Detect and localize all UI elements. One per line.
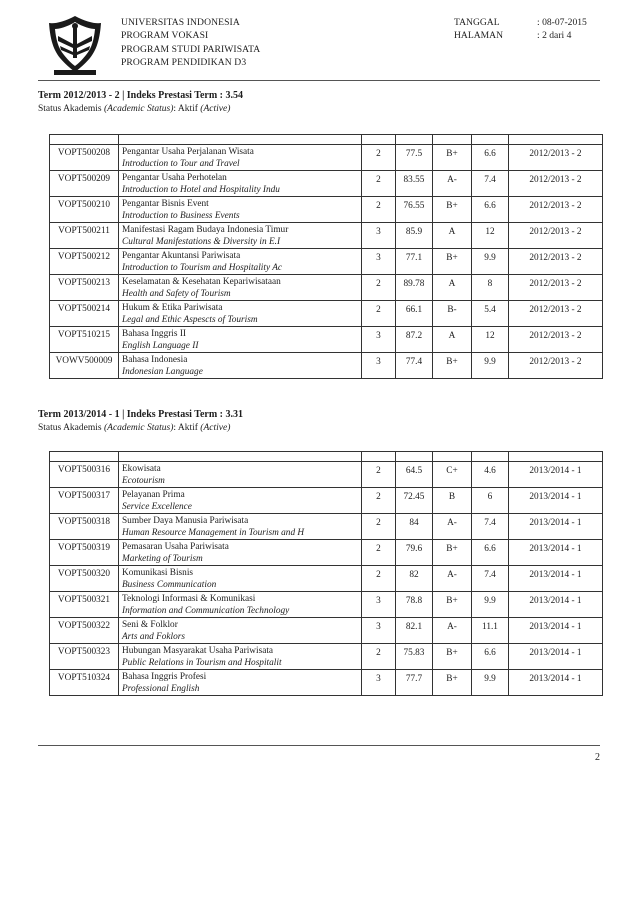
table-row — [50, 327, 603, 353]
spacer-cell — [472, 135, 509, 145]
table-row — [50, 301, 603, 327]
course-code: VOPT510324 — [50, 670, 119, 696]
course-code: VOPT500209 — [50, 171, 119, 197]
course-name: Sumber Daya Manusia Pariwisata — [122, 516, 249, 526]
score: 77.4 — [396, 353, 433, 379]
course-name-en: Indonesian Language — [122, 367, 203, 377]
course-name-en: Business Communication — [122, 580, 217, 590]
grade-points: 6.6 — [472, 644, 509, 670]
letter-grade: B+ — [433, 197, 472, 223]
table-row — [50, 462, 603, 488]
grade-points: 12 — [472, 223, 509, 249]
course-name: Bahasa Inggris Profesi — [122, 672, 207, 682]
term-period: 2012/2013 - 2 — [509, 275, 603, 301]
term-period: 2012/2013 - 2 — [509, 353, 603, 379]
course-code: VOPT500321 — [50, 592, 119, 618]
course-name-en: Cultural Manifestations & Diversity in E.I — [122, 237, 281, 247]
course-name-en: Human Resource Management in Tourism and H — [122, 528, 305, 538]
course-name-cell — [119, 275, 362, 301]
course-name: Pemasaran Usaha Pariwisata — [122, 542, 229, 552]
score: 89.78 — [396, 275, 433, 301]
status-value-en: (Active) — [200, 423, 231, 433]
score: 82 — [396, 566, 433, 592]
course-name: Pengantar Bisnis Event — [122, 199, 209, 209]
page-label: HALAMAN — [454, 30, 504, 42]
credits: 3 — [362, 249, 396, 275]
letter-grade: B+ — [433, 670, 472, 696]
credits: 2 — [362, 275, 396, 301]
letter-grade: B+ — [433, 644, 472, 670]
table-row — [50, 353, 603, 379]
course-code: VOPT500210 — [50, 197, 119, 223]
table-header-spacer — [50, 452, 603, 462]
institution-line: UNIVERSITAS INDONESIA — [121, 17, 240, 28]
grades-table — [49, 451, 603, 696]
course-name-cell — [119, 592, 362, 618]
score: 66.1 — [396, 301, 433, 327]
term-period: 2013/2014 - 1 — [509, 644, 603, 670]
spacer-cell — [509, 452, 603, 462]
course-code: VOPT500320 — [50, 566, 119, 592]
credits: 2 — [362, 171, 396, 197]
letter-grade: C+ — [433, 462, 472, 488]
course-code: VOPT500211 — [50, 223, 119, 249]
score: 84 — [396, 514, 433, 540]
course-name-cell — [119, 488, 362, 514]
course-name: Pengantar Usaha Perhotelan — [122, 173, 227, 183]
course-name: Bahasa Inggris II — [122, 329, 187, 339]
credits: 2 — [362, 488, 396, 514]
term-period: 2012/2013 - 2 — [509, 301, 603, 327]
table-row — [50, 488, 603, 514]
spacer-cell — [50, 135, 119, 145]
table-row — [50, 670, 603, 696]
header-divider — [38, 80, 600, 81]
letter-grade: A- — [433, 618, 472, 644]
course-name: Pelayanan Prima — [122, 490, 185, 500]
spacer-cell — [50, 452, 119, 462]
course-name-cell — [119, 301, 362, 327]
table-row — [50, 566, 603, 592]
letter-grade: A- — [433, 566, 472, 592]
letter-grade: B+ — [433, 592, 472, 618]
academic-status — [38, 104, 230, 114]
grade-points: 6.6 — [472, 197, 509, 223]
table-header-spacer — [50, 135, 603, 145]
score: 87.2 — [396, 327, 433, 353]
course-code: VOPT500318 — [50, 514, 119, 540]
credits: 2 — [362, 462, 396, 488]
term-period: 2012/2013 - 2 — [509, 171, 603, 197]
grade-points: 9.9 — [472, 670, 509, 696]
term-period: 2012/2013 - 2 — [509, 249, 603, 275]
table-row — [50, 171, 603, 197]
grade-points: 8 — [472, 275, 509, 301]
spacer-cell — [119, 135, 362, 145]
term-heading: Term 2012/2013 - 2 | Indeks Prestasi Term : 3.54 — [38, 90, 243, 101]
course-code: VOPT500214 — [50, 301, 119, 327]
spacer-cell — [396, 452, 433, 462]
course-name-cell — [119, 327, 362, 353]
course-name-en: Introduction to Hotel and Hospitality Indu — [122, 185, 280, 195]
date-label: TANGGAL — [454, 17, 500, 28]
institution-line: PROGRAM PENDIDIKAN D3 — [121, 57, 247, 69]
credits: 3 — [362, 670, 396, 696]
academic-status — [38, 423, 230, 433]
course-name: Hubungan Masyarakat Usaha Pariwisata — [122, 646, 274, 656]
course-code: VOPT500322 — [50, 618, 119, 644]
credits: 3 — [362, 327, 396, 353]
course-name-cell — [119, 249, 362, 275]
grade-points: 11.1 — [472, 618, 509, 644]
score: 85.9 — [396, 223, 433, 249]
term-heading: Term 2013/2014 - 1 | Indeks Prestasi Term : 3.31 — [38, 409, 243, 420]
course-name-en: Introduction to Business Events — [122, 211, 240, 221]
spacer-cell — [362, 452, 396, 462]
course-code: VOPT500212 — [50, 249, 119, 275]
course-name-cell — [119, 540, 362, 566]
score: 83.55 — [396, 171, 433, 197]
institution-line: PROGRAM STUDI PARIWISATA — [121, 43, 261, 55]
letter-grade: B+ — [433, 353, 472, 379]
spacer-cell — [119, 452, 362, 462]
course-name-cell — [119, 145, 362, 171]
course-name-en: English Language II — [122, 341, 199, 351]
score: 72.45 — [396, 488, 433, 514]
grades-table — [49, 134, 603, 379]
course-name-cell — [119, 171, 362, 197]
term-period: 2012/2013 - 2 — [509, 327, 603, 353]
term-period: 2013/2014 - 1 — [509, 488, 603, 514]
credits: 2 — [362, 540, 396, 566]
grade-points: 9.9 — [472, 353, 509, 379]
course-name-en: Introduction to Tourism and Hospitality Ac — [122, 263, 283, 273]
score: 79.6 — [396, 540, 433, 566]
score: 82.1 — [396, 618, 433, 644]
table-row — [50, 540, 603, 566]
course-name: Ekowisata — [122, 464, 161, 474]
course-name-cell — [119, 514, 362, 540]
grade-points: 4.6 — [472, 462, 509, 488]
credits: 3 — [362, 618, 396, 644]
grade-points: 9.9 — [472, 249, 509, 275]
course-name-en: Information and Communication Technology — [122, 606, 290, 616]
course-code: VOPT500323 — [50, 644, 119, 670]
status-label: Status Akademis — [38, 104, 102, 114]
course-name: Keselamatan & Kesehatan Kepariwisataan — [122, 277, 281, 287]
letter-grade: A- — [433, 514, 472, 540]
course-name: Hukum & Etika Pariwisata — [122, 303, 223, 313]
credits: 3 — [362, 353, 396, 379]
page-value: : 2 dari 4 — [537, 30, 572, 42]
grade-points: 7.4 — [472, 514, 509, 540]
course-code: VOPT500319 — [50, 540, 119, 566]
credits: 2 — [362, 301, 396, 327]
table-row — [50, 618, 603, 644]
grade-points: 6.6 — [472, 145, 509, 171]
institution-line: PROGRAM VOKASI — [121, 30, 209, 42]
score: 78.8 — [396, 592, 433, 618]
course-name-cell — [119, 566, 362, 592]
table-row — [50, 644, 603, 670]
letter-grade: B+ — [433, 145, 472, 171]
course-name-en: Health and Safety of Tourism — [122, 289, 231, 299]
course-code: VOPT500317 — [50, 488, 119, 514]
score: 76.55 — [396, 197, 433, 223]
term-period: 2013/2014 - 1 — [509, 670, 603, 696]
grade-points: 7.4 — [472, 171, 509, 197]
course-name-en: Service Excellence — [122, 502, 192, 512]
course-code: VOPT500208 — [50, 145, 119, 171]
course-name-en: Introduction to Tour and Travel — [122, 159, 240, 169]
course-name-en: Ecotourism — [122, 476, 165, 486]
status-value: : Aktif — [173, 423, 198, 433]
table-row — [50, 223, 603, 249]
spacer-cell — [362, 135, 396, 145]
grade-points: 9.9 — [472, 592, 509, 618]
status-label-en: (Academic Status) — [103, 423, 174, 433]
score: 64.5 — [396, 462, 433, 488]
status-value-en: (Active) — [200, 104, 231, 114]
credits: 2 — [362, 145, 396, 171]
grade-points: 12 — [472, 327, 509, 353]
letter-grade: A — [433, 327, 472, 353]
course-name-cell — [119, 223, 362, 249]
credits: 2 — [362, 566, 396, 592]
term-period: 2012/2013 - 2 — [509, 223, 603, 249]
spacer-cell — [433, 135, 472, 145]
letter-grade: A- — [433, 171, 472, 197]
credits: 3 — [362, 223, 396, 249]
credits: 2 — [362, 197, 396, 223]
course-name-cell — [119, 644, 362, 670]
meta-labels — [454, 16, 503, 43]
course-name-cell — [119, 197, 362, 223]
footer-divider — [38, 745, 600, 746]
course-name-en: Arts and Foklors — [122, 632, 186, 642]
grade-points: 6 — [472, 488, 509, 514]
course-name: Pengantar Akuntansi Pariwisata — [122, 251, 241, 261]
course-name: Bahasa Indonesia — [122, 355, 188, 365]
course-name: Teknologi Informasi & Komunikasi — [122, 594, 256, 604]
status-value: : Aktif — [173, 104, 198, 114]
status-label: Status Akademis — [38, 423, 102, 433]
grade-points: 6.6 — [472, 540, 509, 566]
course-name-cell — [119, 353, 362, 379]
course-name-cell — [119, 462, 362, 488]
grade-points: 7.4 — [472, 566, 509, 592]
course-name-en: Legal and Ethic Aspescts of Tourism — [122, 315, 258, 325]
letter-grade: B- — [433, 301, 472, 327]
score: 75.83 — [396, 644, 433, 670]
term-period: 2013/2014 - 1 — [509, 514, 603, 540]
course-name-cell — [119, 670, 362, 696]
course-name-en: Professional English — [122, 684, 200, 694]
letter-grade: B+ — [433, 249, 472, 275]
course-name: Seni & Folklor — [122, 620, 178, 630]
course-code: VOPT500316 — [50, 462, 119, 488]
table-row — [50, 514, 603, 540]
table-row — [50, 592, 603, 618]
spacer-cell — [509, 135, 603, 145]
term-period: 2013/2014 - 1 — [509, 566, 603, 592]
term-period: 2013/2014 - 1 — [509, 618, 603, 644]
term-period: 2013/2014 - 1 — [509, 462, 603, 488]
course-name: Manifestasi Ragam Budaya Indonesia Timur — [122, 225, 289, 235]
term-period: 2013/2014 - 1 — [509, 592, 603, 618]
credits: 2 — [362, 514, 396, 540]
course-code: VOWV500009 — [50, 353, 119, 379]
status-label-en: (Academic Status) — [103, 104, 174, 114]
term-period: 2013/2014 - 1 — [509, 540, 603, 566]
course-name-cell — [119, 618, 362, 644]
course-name-en: Marketing of Tourism — [122, 554, 203, 564]
grade-points: 5.4 — [472, 301, 509, 327]
score: 77.7 — [396, 670, 433, 696]
credits: 3 — [362, 592, 396, 618]
university-seal-icon — [46, 14, 104, 78]
date-value: : 08-07-2015 — [537, 17, 587, 28]
table-row — [50, 145, 603, 171]
spacer-cell — [433, 452, 472, 462]
spacer-cell — [472, 452, 509, 462]
letter-grade: A — [433, 275, 472, 301]
course-name: Komunikasi Bisnis — [122, 568, 194, 578]
course-name: Pengantar Usaha Perjalanan Wisata — [122, 147, 254, 157]
letter-grade: B+ — [433, 540, 472, 566]
table-row — [50, 197, 603, 223]
term-period: 2012/2013 - 2 — [509, 197, 603, 223]
institution-block — [121, 16, 260, 70]
spacer-cell — [396, 135, 433, 145]
letter-grade: B — [433, 488, 472, 514]
course-code: VOPT510215 — [50, 327, 119, 353]
score: 77.1 — [396, 249, 433, 275]
table-row — [50, 249, 603, 275]
letter-grade: A — [433, 223, 472, 249]
course-name-en: Public Relations in Tourism and Hospitalit — [122, 658, 282, 668]
term-period: 2012/2013 - 2 — [509, 145, 603, 171]
table-row — [50, 275, 603, 301]
course-code: VOPT500213 — [50, 275, 119, 301]
meta-values — [537, 16, 587, 43]
score: 77.5 — [396, 145, 433, 171]
page-number: 2 — [595, 752, 600, 763]
credits: 2 — [362, 644, 396, 670]
